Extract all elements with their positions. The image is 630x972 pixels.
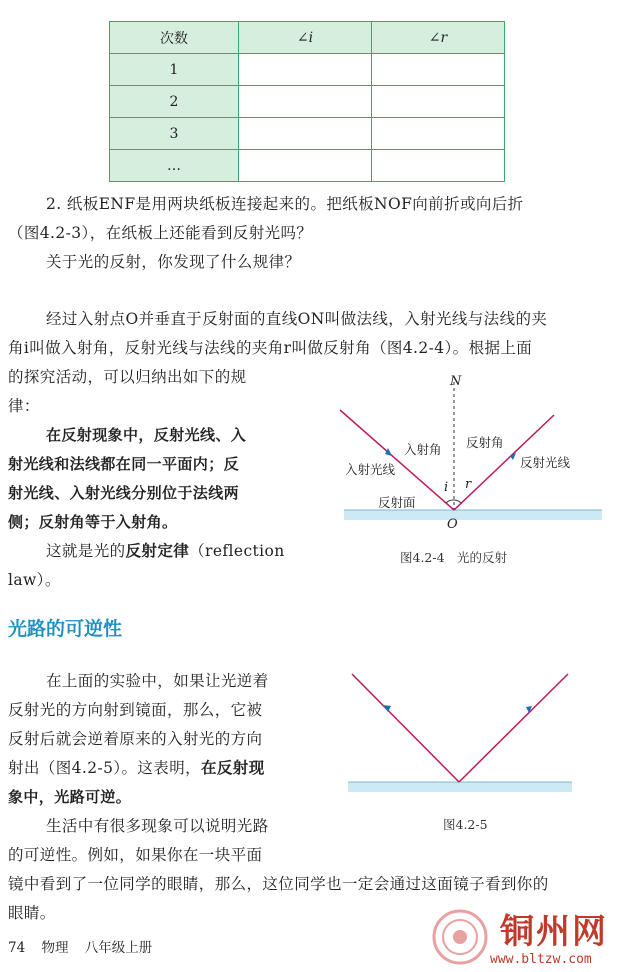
- right-arrow-icon: [526, 706, 532, 713]
- watermark: [428, 902, 628, 972]
- definition-line1: 经过入射点O并垂直于反射面的直线ON叫做法线，入射光线与法线的夹: [46, 310, 548, 328]
- page-footer: [8, 936, 152, 956]
- law-line2: 射光线和法线都在同一平面内；反: [8, 455, 240, 473]
- table-cell: [239, 54, 372, 86]
- table-header-angle-r: ∠r: [372, 22, 505, 54]
- rev-line6: 生活中有很多现象可以说明光路: [46, 817, 269, 835]
- reflection-figure: [330, 370, 620, 545]
- angle-i-arc: [446, 500, 454, 503]
- table-cell: 2: [110, 86, 239, 118]
- table-cell: [239, 150, 372, 182]
- table-cell: 3: [110, 118, 239, 150]
- watermark-url: www.bltzw.com: [490, 952, 592, 967]
- label-i: i: [444, 480, 449, 495]
- label-r: r: [465, 477, 472, 492]
- section-title: 光路的可逆性: [8, 618, 123, 640]
- table-cell: [372, 54, 505, 86]
- item2-line2: （图4.2-3），在纸板上还能看到反射光吗？: [8, 224, 313, 242]
- footer-book: 八年级上册: [84, 940, 153, 956]
- law-name-line2: law）。: [8, 571, 61, 589]
- label-N: N: [450, 374, 462, 389]
- table-row: [110, 54, 505, 86]
- law-line4: 侧；反射角等于入射角。: [8, 513, 178, 531]
- rev-line9: 眼睛。: [8, 904, 56, 922]
- rev-line4-bold: 在反射现: [201, 759, 265, 777]
- label-reflect-angle: 反射角: [466, 435, 504, 450]
- table-cell: [372, 150, 505, 182]
- rev-line4-pre: 射出（图4.2-5）。这表明，: [8, 759, 201, 777]
- rev-line4: [8, 754, 265, 783]
- law-line3: 射光线、入射光线分别位于法线两: [8, 484, 240, 502]
- figure-4-2-4-caption: 图4.2-4 光的反射: [400, 550, 508, 565]
- mirror-surface: [344, 510, 602, 520]
- table-cell: [239, 118, 372, 150]
- definition-line3: 的探究活动，可以归纳出如下的规: [8, 368, 247, 386]
- law-name-post: （reflection: [189, 542, 285, 560]
- left-arrow-icon: [383, 705, 391, 712]
- definition-line4: 律：: [8, 397, 40, 415]
- angle-r-arc: [454, 500, 461, 503]
- item2-line1: 2. 纸板ENF是用两块纸板连接起来的。把纸板NOF向前折或向后折: [46, 195, 524, 213]
- table-header-row: [110, 22, 505, 54]
- watermark-text: 铜州网: [500, 912, 608, 952]
- table-row: [110, 118, 505, 150]
- label-reflect-ray: 反射光线: [520, 455, 571, 470]
- figure-4-2-5-caption: 图4.2-5: [443, 817, 488, 832]
- question-text: 关于光的反射，你发现了什么规律？: [46, 253, 301, 271]
- label-O: O: [447, 517, 458, 532]
- ray-left: [352, 674, 459, 782]
- definition-line2: 角i叫做入射角，反射光线与法线的夹角r叫做反射角（图4.2-4）。根据上面: [8, 339, 533, 357]
- table-cell: 1: [110, 54, 239, 86]
- law-name-term: 反射定律: [125, 542, 190, 560]
- incident-arrow-icon: [385, 448, 392, 456]
- table-cell: [372, 86, 505, 118]
- page-number: 74: [8, 940, 26, 956]
- label-incident-ray: 入射光线: [345, 462, 396, 477]
- label-surface: 反射面: [378, 495, 416, 510]
- rev-line2: 反射光的方向射到镜面，那么，它被: [8, 701, 263, 719]
- table-row: [110, 150, 505, 182]
- footer-subject: 物理: [41, 940, 69, 956]
- table-cell: …: [110, 150, 239, 182]
- rev-line8: 镜中看到了一位同学的眼睛，那么，这位同学也一定会通过这面镜子看到你的: [8, 875, 549, 893]
- rev-line5: 象中，光路可逆。: [8, 788, 132, 806]
- table-header-times: 次数: [110, 22, 239, 54]
- rev-line1: 在上面的实验中，如果让光逆着: [46, 672, 269, 690]
- table-cell: [372, 118, 505, 150]
- law-line1: 在反射现象中，反射光线、入: [46, 426, 247, 444]
- watermark-logo-icon: [428, 906, 492, 968]
- law-name-line1: [46, 537, 285, 566]
- ray-right: [459, 674, 568, 782]
- mirror-surface: [348, 782, 572, 792]
- data-table: [109, 21, 505, 182]
- label-incident-angle: 入射角: [404, 442, 442, 457]
- reversibility-figure: [340, 668, 580, 798]
- table-header-angle-i: ∠i: [239, 22, 372, 54]
- law-name-pre: 这就是光的: [46, 542, 126, 560]
- table-cell: [239, 86, 372, 118]
- rev-line3: 反射后就会逆着原来的入射光的方向: [8, 730, 263, 748]
- table-row: [110, 86, 505, 118]
- rev-line7: 的可逆性。例如，如果你在一块平面: [8, 846, 263, 864]
